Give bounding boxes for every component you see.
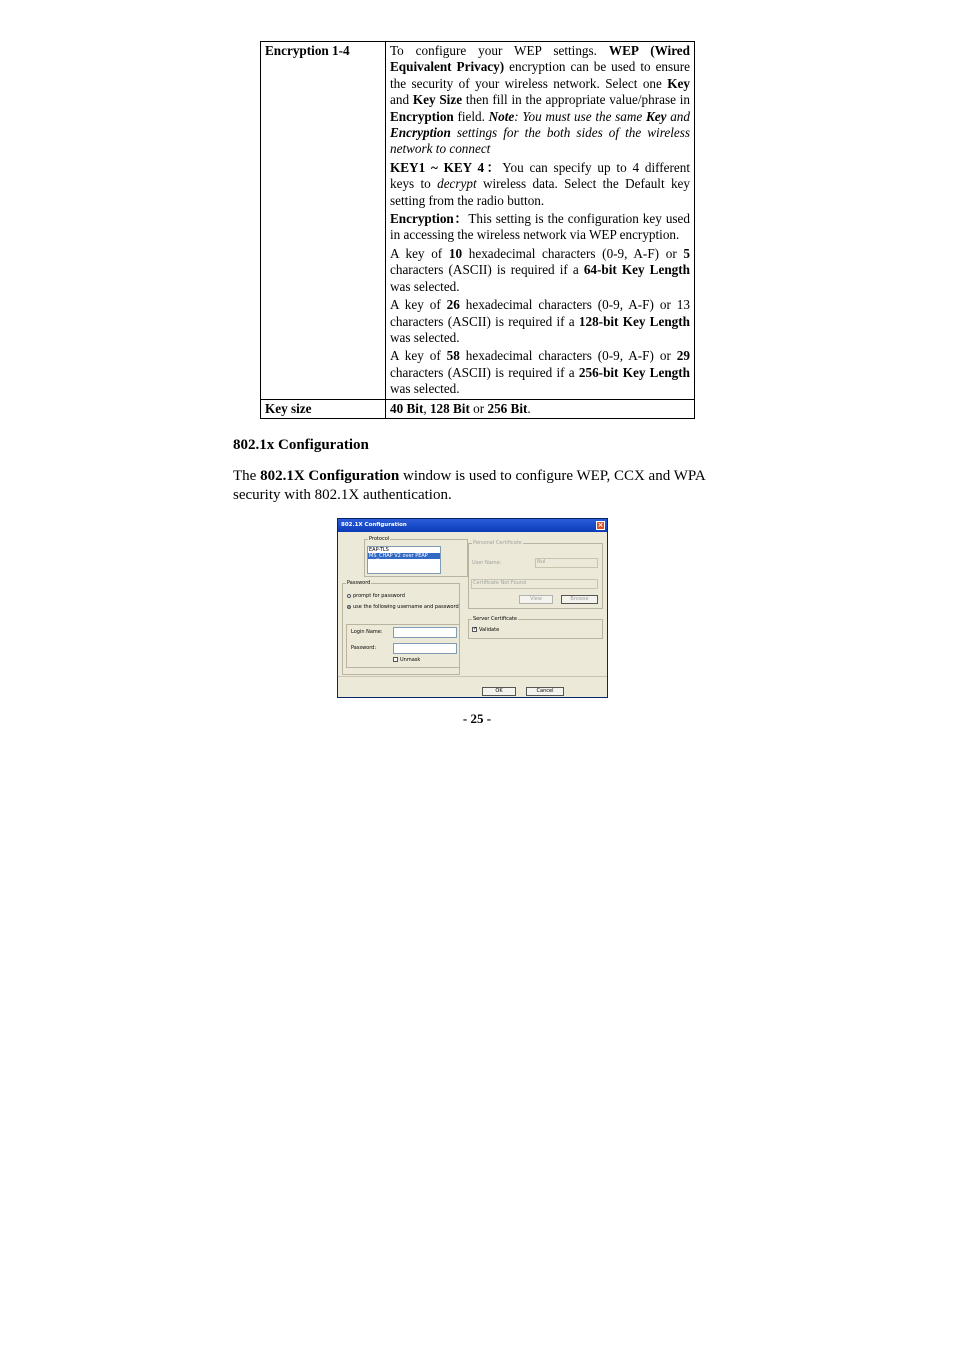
personal-certificate-group	[468, 540, 603, 609]
page-number: - 25 -	[462, 711, 492, 726]
radio-prompt-password[interactable]	[347, 593, 405, 599]
password-input[interactable]	[393, 643, 457, 654]
protocol-option[interactable]: EAP-TLS	[369, 547, 389, 553]
button-divider	[338, 676, 607, 677]
encryption-spec-table	[260, 41, 695, 419]
key-128bit-paragraph: A key of 26 hexadecimal characters (0-9, A-F) or 13 characters (ASCII) is required if a 128-bit Key Length was selected.	[390, 297, 690, 345]
protocol-listbox[interactable]	[367, 546, 441, 574]
personal-certificate-label: Personal Certificate	[473, 540, 522, 546]
section-heading: 802.1x Configuration	[233, 437, 369, 453]
validate-label: Validate	[479, 627, 500, 633]
radio-button[interactable]	[347, 594, 351, 598]
checkbox[interactable]	[393, 657, 398, 662]
ok-button[interactable]: OK	[482, 687, 516, 696]
radio-button-selected[interactable]	[347, 605, 351, 609]
wep-overview-paragraph: To configure your WEP settings. WEP (Wired Equivalent Privacy) encryption can be used to ensure the security of your wireless network. Select one Key and Key Size then fill in the appropriate value/phrase in Encryption field. Note: You must use the same Key and Encryption settings for the both sides of the wireless network to connect	[390, 43, 690, 157]
close-icon[interactable]: ×	[597, 521, 604, 529]
view-button[interactable]: View	[519, 595, 553, 604]
key-slots-paragraph: KEY1 ~ KEY 4：You can specify up to 4 different keys to decrypt wireless data. Select the Default key setting from the radio button.	[390, 159, 691, 208]
radio-use-credentials[interactable]	[347, 604, 459, 610]
protocol-label: Protocol	[369, 536, 390, 542]
section-intro: The 802.1X Configuration window is used to configure WEP, CCX and WPA security with 802.1X authentication.	[233, 468, 705, 503]
validate-checkbox[interactable]	[472, 627, 499, 633]
user-name-field: Nul	[535, 558, 598, 568]
row-label-encryption: Encryption 1-4	[261, 42, 386, 400]
server-certificate-label: Server Certificate	[473, 616, 517, 622]
dialog-title: 802.1X Configuration	[341, 522, 407, 528]
dialog-screenshot	[337, 518, 608, 698]
protocol-option-selected[interactable]: MS_CHAP V2 over PEAP	[368, 553, 440, 559]
key-256bit-paragraph: A key of 58 hexadecimal characters (0-9, A-F) or 29 characters (ASCII) is required if a 256-bit Key Length was selected.	[390, 348, 690, 397]
radio-prompt-label: prompt for password	[353, 593, 405, 599]
login-name-input[interactable]	[393, 627, 457, 638]
table-row	[261, 399, 695, 418]
checkmark-icon[interactable]: ✓	[473, 626, 478, 632]
cancel-button[interactable]: Cancel	[526, 687, 564, 696]
unmask-label: Unmask	[400, 657, 421, 663]
password-label: Password:	[351, 645, 377, 651]
password-group	[342, 580, 460, 675]
browse-button[interactable]: Browse	[561, 595, 598, 604]
key-64bit-paragraph: A key of 10 hexadecimal characters (0-9, A-F) or 5 characters (ASCII) is required if a 64-bit Key Length was selected.	[390, 245, 690, 294]
password-group-label: Password	[347, 580, 371, 586]
row-description-encryption	[386, 42, 695, 400]
radio-use-label: use the following username and password	[353, 604, 459, 610]
table-row	[261, 42, 695, 400]
protocol-group	[364, 536, 468, 577]
user-name-label: User Name:	[472, 560, 502, 566]
login-name-label: Login Name:	[351, 629, 383, 635]
encryption-key-paragraph: Encryption：This setting is the configuration key used in accessing the wireless network via WEP encryption.	[390, 211, 690, 243]
row-description-key-size: 40 Bit, 128 Bit or 256 Bit.	[386, 399, 695, 418]
certificate-status-field: Certificate Not Found	[471, 579, 598, 589]
row-label-key-size: Key size	[261, 399, 386, 418]
credentials-group	[346, 624, 460, 668]
dialog-titlebar	[338, 519, 607, 532]
server-certificate-group	[468, 616, 603, 639]
unmask-checkbox[interactable]	[393, 657, 420, 663]
